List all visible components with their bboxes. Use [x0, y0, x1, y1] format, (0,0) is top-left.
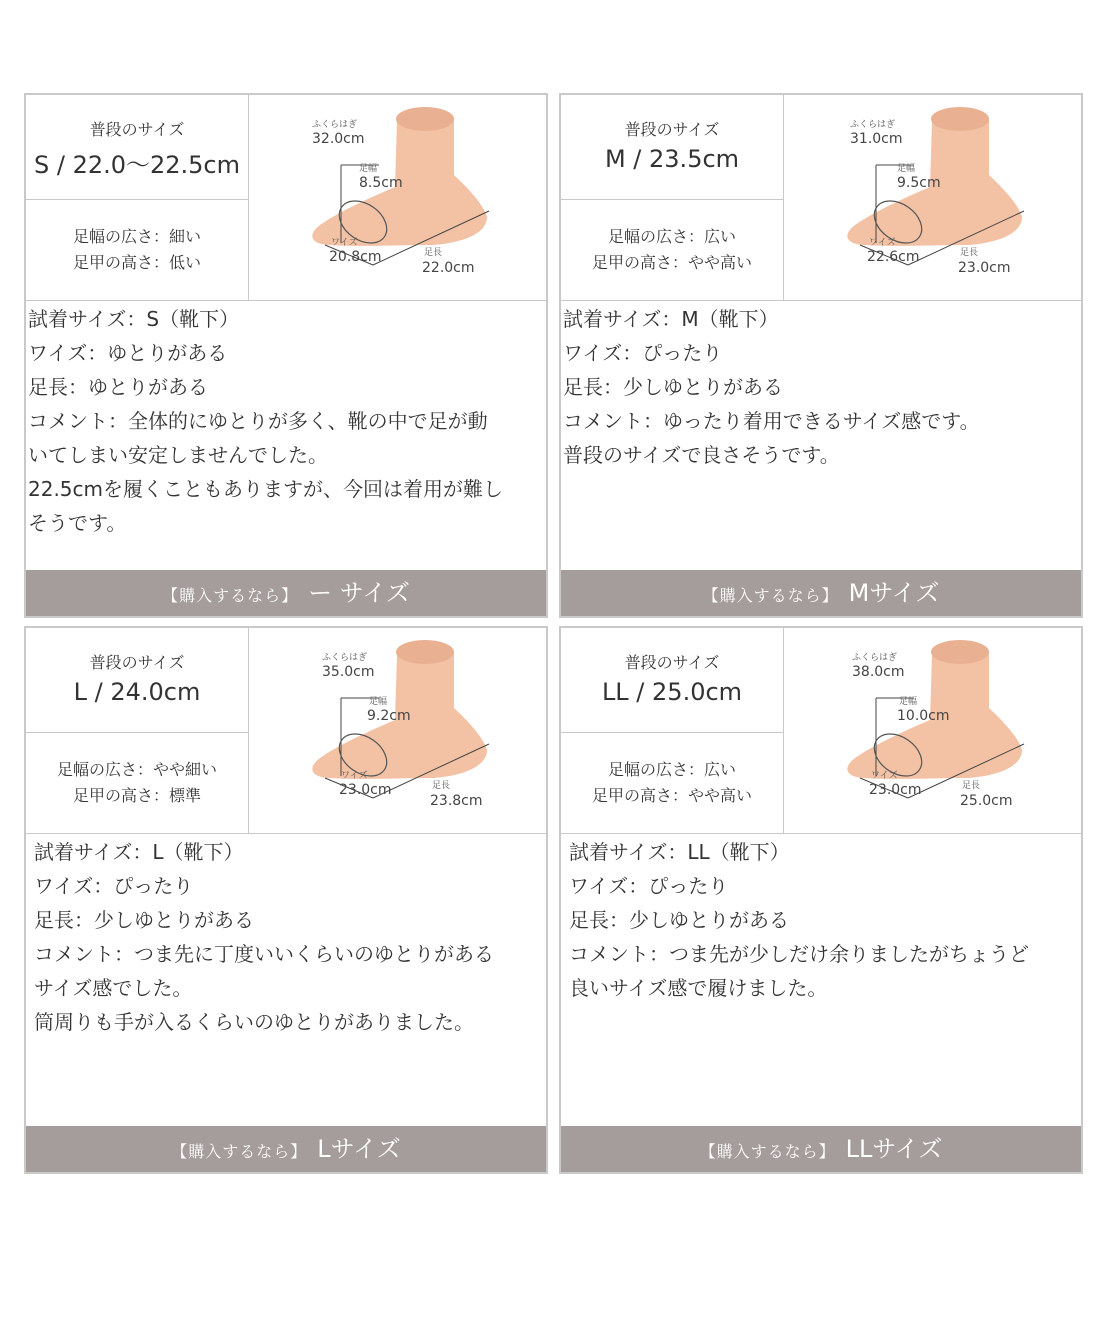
usual-size-value: M / 23.5cm	[604, 145, 740, 173]
width-value: 10.0cm	[897, 708, 950, 724]
comment-line: そうです。	[28, 511, 127, 535]
width-label: 足幅	[897, 164, 916, 174]
length-value: 23.0cm	[958, 260, 1011, 276]
comment-line: いてしまい安定しませんでした。	[28, 443, 328, 467]
foot-info-box	[26, 200, 248, 300]
comment-line: 22.5cmを履くこともありますが、今回は着用が難し	[28, 477, 504, 501]
comment-line: ワイズ：ゆとりがある	[28, 341, 228, 365]
buy-size-bar	[561, 1126, 1081, 1172]
comment-line: 足長：ゆとりがある	[28, 375, 208, 399]
foot-width-text: 足幅の広さ：やや細い	[56, 760, 217, 779]
size-card-m	[559, 93, 1083, 618]
size-card-ll	[559, 626, 1083, 1174]
card-top	[26, 95, 546, 301]
buy-prefix: 【購入するなら】	[699, 1142, 836, 1161]
comment-line: ワイズ：ぴったり	[563, 341, 723, 365]
wise-label: ワイズ	[331, 238, 358, 248]
foot-width-text: 足幅の広さ：細い	[72, 227, 201, 246]
usual-size-label: 普段のサイズ	[624, 653, 720, 672]
buy-prefix: 【購入するなら】	[171, 1142, 308, 1161]
foot-diagram	[249, 628, 546, 833]
usual-size-box	[561, 95, 783, 200]
size-card-s	[24, 93, 548, 618]
comment-line: 試着サイズ：S（靴下）	[28, 307, 240, 331]
comment-line: 足長：少しゆとりがある	[563, 375, 783, 399]
card-top	[26, 628, 546, 834]
comment-block	[28, 302, 542, 540]
calf-label: ふくらはぎ	[312, 120, 358, 130]
foot-diagram	[249, 95, 546, 300]
comment-line: 足長：少しゆとりがある	[569, 908, 789, 932]
calf-value: 31.0cm	[850, 131, 903, 147]
width-label: 足幅	[369, 697, 388, 707]
comment-line: 試着サイズ：LL（靴下）	[569, 840, 790, 864]
comment-line: ワイズ：ぴったり	[34, 874, 194, 898]
width-value: 9.2cm	[367, 708, 411, 724]
usual-size-label: 普段のサイズ	[89, 653, 185, 672]
instep-text: 足甲の高さ：標準	[72, 786, 201, 805]
buy-size: Mサイズ	[848, 579, 940, 607]
buy-prefix: 【購入するなら】	[162, 586, 299, 605]
width-label: 足幅	[359, 164, 378, 174]
buy-size: LLサイズ	[845, 1135, 943, 1163]
buy-size-bar	[26, 570, 546, 616]
comment-block	[563, 302, 1077, 472]
comment-block	[34, 835, 542, 1039]
card-left-col	[26, 95, 249, 300]
comment-line: 試着サイズ：M（靴下）	[563, 307, 779, 331]
foot-info-box	[561, 733, 783, 833]
comment-line: サイズ感でした。	[34, 976, 193, 1000]
card-left-col	[561, 628, 784, 833]
calf-value: 32.0cm	[312, 131, 365, 147]
sock-top-ellipse	[396, 107, 454, 131]
comment-line: 筒周りも手が入るくらいのゆとりがありました。	[34, 1010, 474, 1034]
buy-prefix: 【購入するなら】	[702, 586, 839, 605]
usual-size-value: L / 24.0cm	[73, 678, 201, 706]
width-value: 8.5cm	[359, 175, 403, 191]
buy-size: Lサイズ	[317, 1135, 401, 1163]
wise-label: ワイズ	[869, 238, 896, 248]
card-left-col	[561, 95, 784, 300]
instep-text: 足甲の高さ：やや高い	[591, 253, 752, 272]
usual-size-label: 普段のサイズ	[89, 120, 185, 139]
wise-value: 20.8cm	[329, 249, 382, 265]
wise-value: 22.6cm	[867, 249, 920, 265]
calf-value: 35.0cm	[322, 664, 375, 680]
wise-label: ワイズ	[871, 771, 898, 781]
foot-diagram	[784, 628, 1081, 833]
calf-label: ふくらはぎ	[850, 120, 896, 130]
comment-line: 普段のサイズで良さそうです。	[563, 443, 840, 467]
comment-line: コメント：つま先に丁度いいくらいのゆとりがある	[34, 942, 494, 966]
foot-width-text: 足幅の広さ：広い	[607, 227, 736, 246]
wise-label: ワイズ	[341, 771, 368, 781]
width-label: 足幅	[899, 697, 918, 707]
usual-size-label: 普段のサイズ	[624, 120, 720, 139]
comment-block	[569, 835, 1077, 1005]
length-label: 足長	[962, 781, 981, 791]
instep-text: 足甲の高さ：低い	[72, 253, 201, 272]
comment-line: ワイズ：ぴったり	[569, 874, 729, 898]
calf-value: 38.0cm	[852, 664, 905, 680]
comment-line: 良いサイズ感で履けました。	[569, 976, 828, 1000]
foot-width-text: 足幅の広さ：広い	[607, 760, 736, 779]
card-left-col	[26, 628, 249, 833]
width-value: 9.5cm	[897, 175, 941, 191]
length-value: 23.8cm	[430, 793, 483, 809]
size-card-l	[24, 626, 548, 1174]
buy-size: ー サイズ	[308, 579, 410, 607]
wise-value: 23.0cm	[339, 782, 392, 798]
length-value: 25.0cm	[960, 793, 1013, 809]
length-label: 足長	[432, 781, 451, 791]
usual-size-value: S / 22.0～22.5cm	[33, 151, 241, 179]
comment-line: コメント：ゆったり着用できるサイズ感です。	[563, 409, 980, 433]
foot-info-box	[26, 733, 248, 833]
buy-size-bar	[26, 1126, 546, 1172]
comment-line: コメント：全体的にゆとりが多く、靴の中で足が動	[28, 409, 488, 433]
comment-line: 試着サイズ：L（靴下）	[34, 840, 244, 864]
foot-diagram	[784, 95, 1081, 300]
length-value: 22.0cm	[422, 260, 475, 276]
calf-label: ふくらはぎ	[322, 653, 368, 663]
usual-size-box	[26, 95, 248, 200]
usual-size-value: LL / 25.0cm	[601, 678, 743, 706]
length-label: 足長	[424, 248, 443, 258]
wise-value: 23.0cm	[869, 782, 922, 798]
card-top	[561, 628, 1081, 834]
card-top	[561, 95, 1081, 301]
comment-line: コメント：つま先が少しだけ余りましたがちょうど	[569, 942, 1029, 966]
buy-size-bar	[561, 570, 1081, 616]
foot-info-box	[561, 200, 783, 300]
usual-size-box	[561, 628, 783, 733]
comment-line: 足長：少しゆとりがある	[34, 908, 254, 932]
length-label: 足長	[960, 248, 979, 258]
usual-size-box	[26, 628, 248, 733]
calf-label: ふくらはぎ	[852, 653, 898, 663]
instep-text: 足甲の高さ：やや高い	[591, 786, 752, 805]
